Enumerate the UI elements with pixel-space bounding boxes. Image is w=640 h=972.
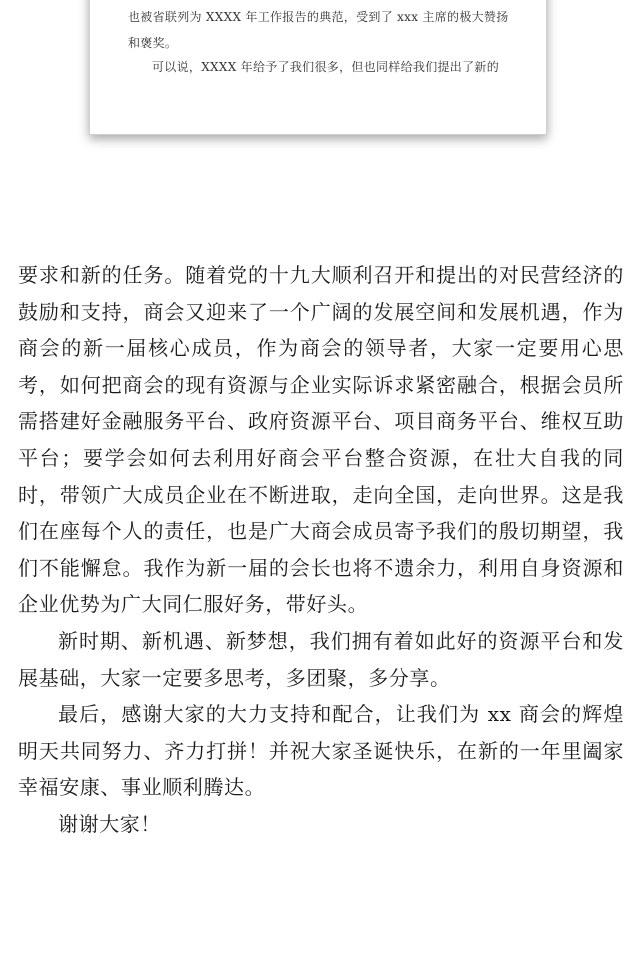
- preview-line-2: 和褒奖。: [128, 36, 178, 50]
- paragraph-continuation: 要求和新的任务。随着党的十九大顺利召开和提出的对民营经济的鼓励和支持，商会又迎来了一个广阔的发展空间和发展机遇，作为商会的新一届核心成员，作为商会的领导者，大家一定要用心思考，如何把商会的现有资源与企业实际诉求紧密融合，根据会员所需搭建好金融服务平台、政府资源平台、项目商务平台、维权互助平台；要学会如何去利用好商会平台整合资源，在壮大自我的同时，带领广大成员企业在不断进取，走向全国，走向世界。这是我们在座每个人的责任，也是广大商会成员寄予我们的殷切期望，我们不能懈怠。我作为新一届的会长也将不遗余力，利用自身资源和企业优势为广大同仁服好务，带好头。: [18, 263, 624, 617]
- preview-line-3: 可以说，XXXX 年给予了我们很多，但也同样给我们提出了新的: [152, 60, 499, 74]
- paragraph-new-era: 新时期、新机遇、新梦想，我们拥有着如此好的资源平台和发展基础，大家一定要多思考，多团聚，多分享。: [18, 628, 624, 690]
- document-page-preview: [89, 0, 547, 135]
- paragraph-closing: 谢谢大家！: [58, 811, 161, 836]
- speech-body: [18, 257, 624, 843]
- preview-line-1: 也被省联列为 XXXX 年工作报告的典范，受到了 xxx 主席的极大赞扬: [128, 10, 509, 24]
- paragraph-thanks: 最后，感谢大家的大力支持和配合，让我们为 xx 商会的辉煌明天共同努力、齐力打拼！并祝大家圣诞快乐，在新的一年里阖家幸福安康、事业顺利腾达。: [18, 702, 624, 800]
